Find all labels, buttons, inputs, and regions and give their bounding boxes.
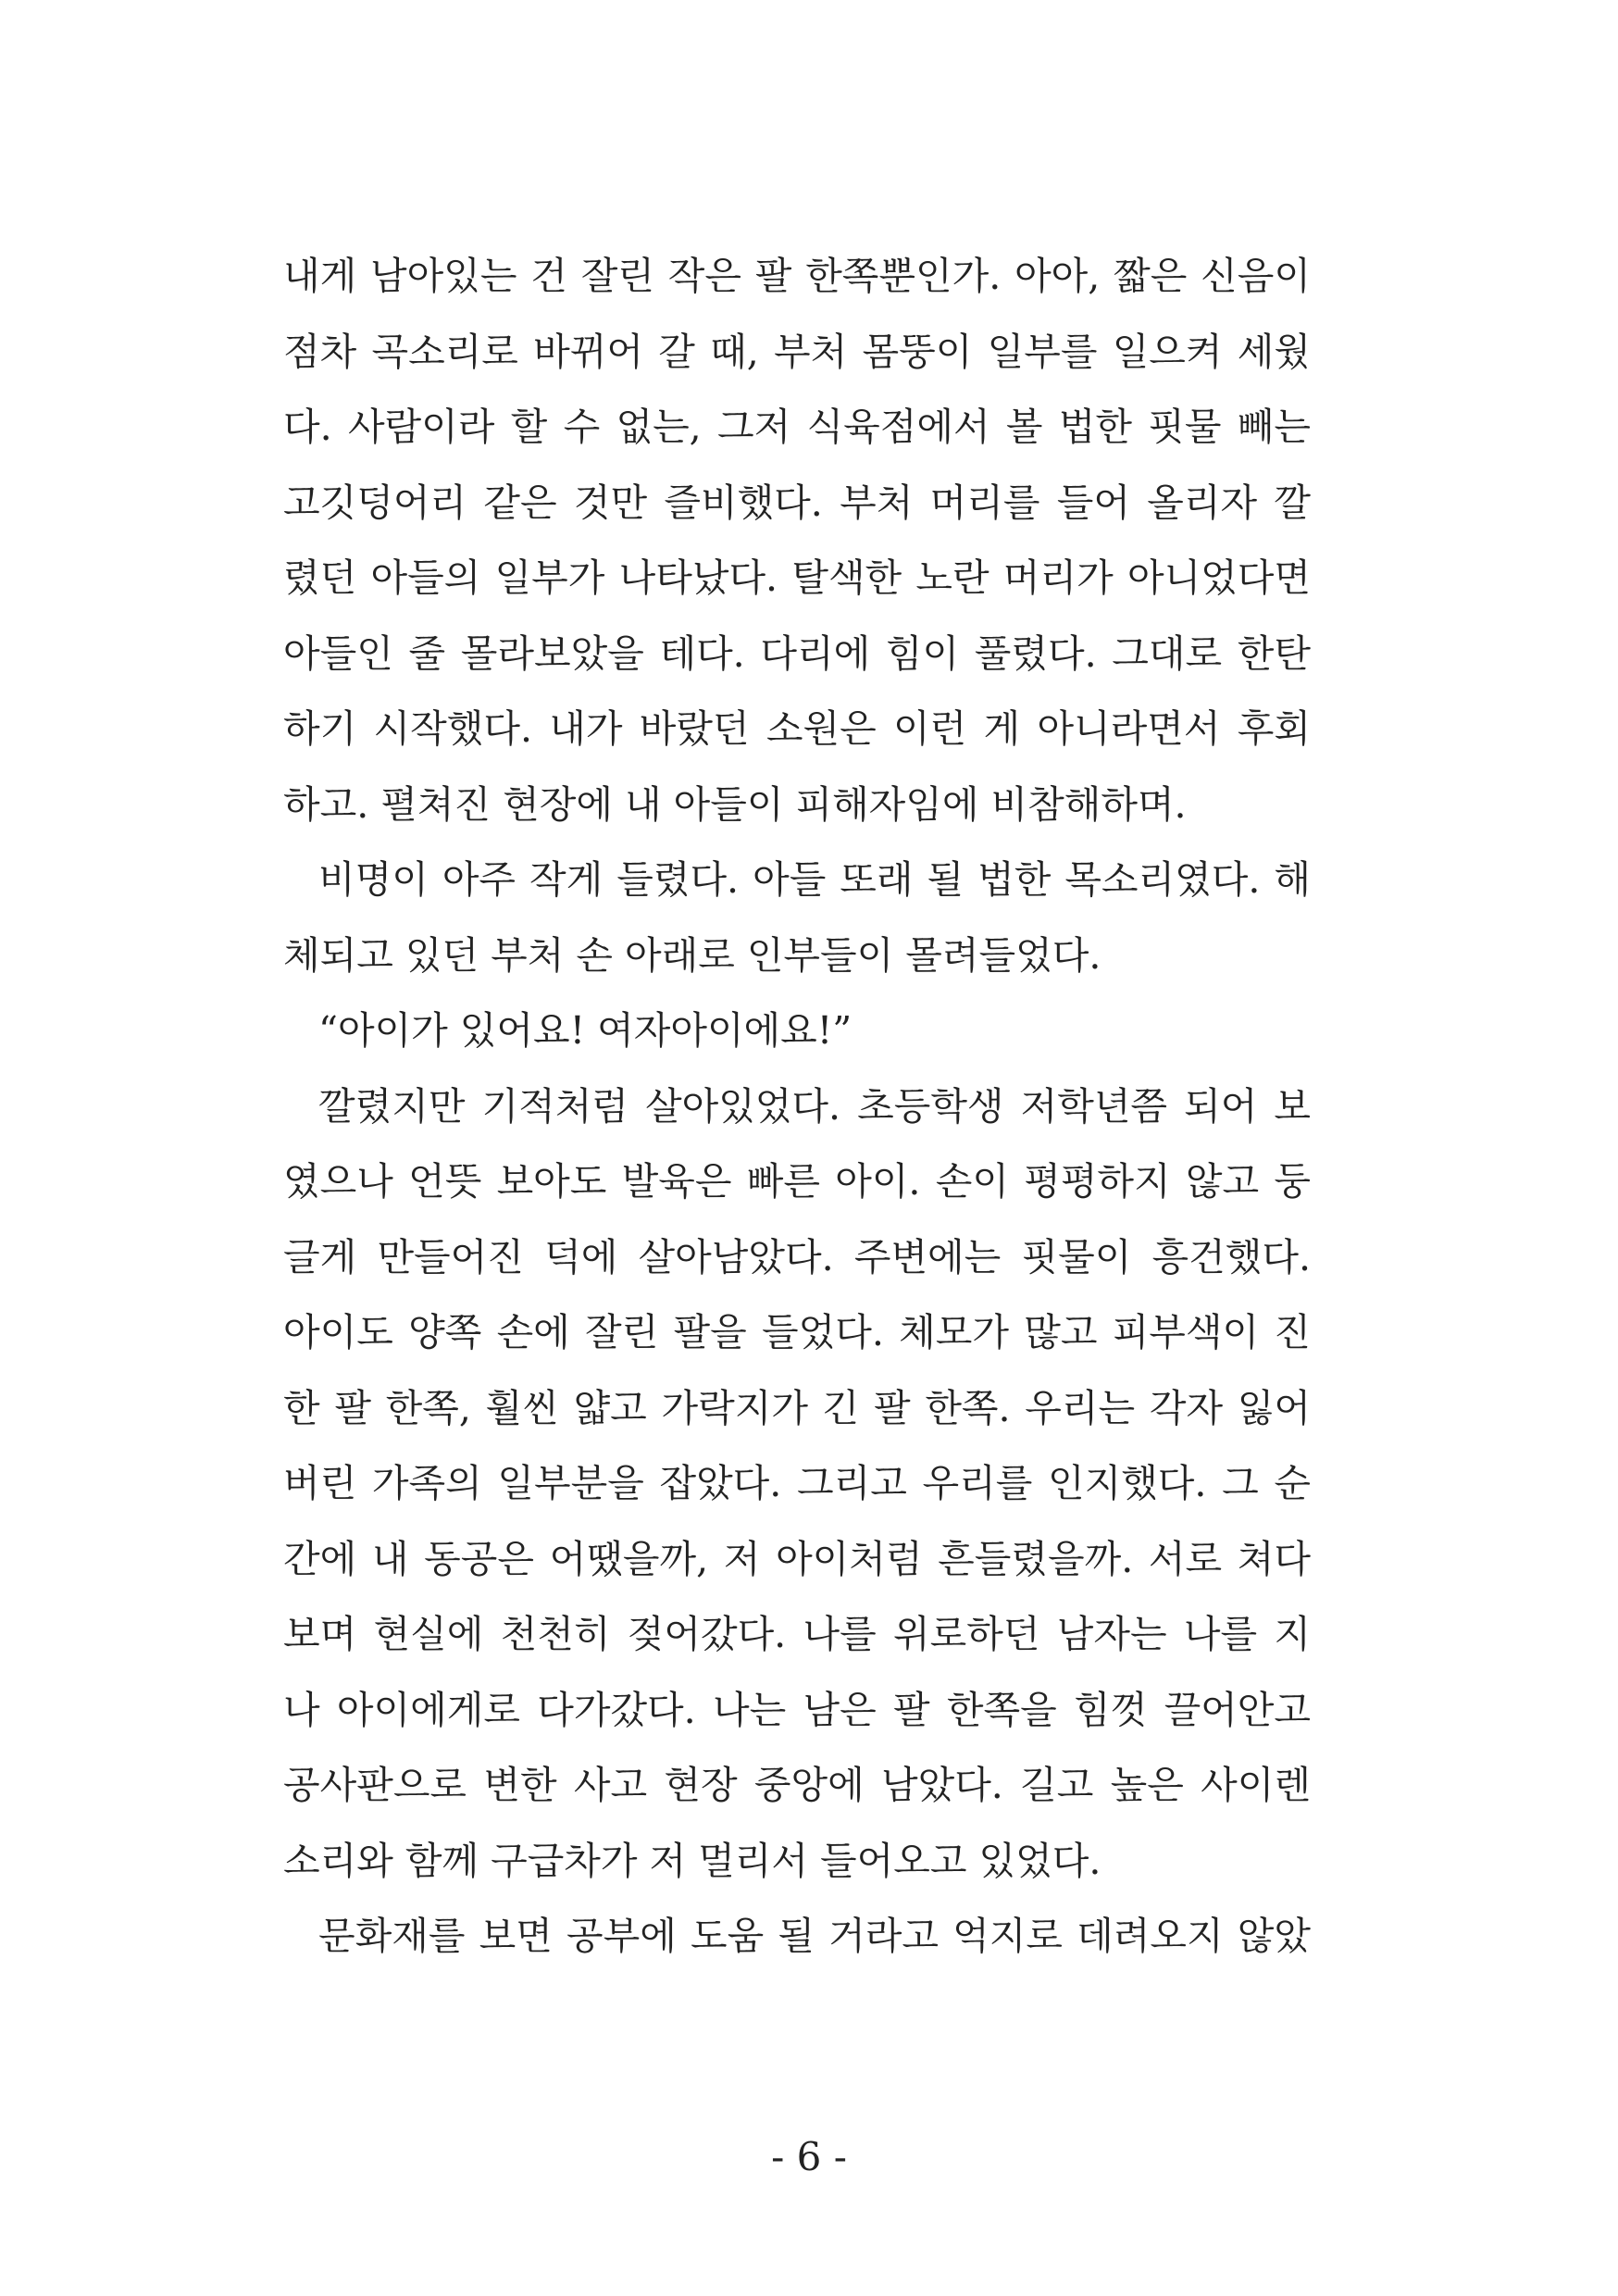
- text-line: 고깃덩어리 같은 것만 즐비했다. 부처 머리를 들어 올리자 깔: [283, 480, 1311, 525]
- page-number: - 6 -: [771, 2134, 847, 2179]
- text-line: 아이도 양쪽 손에 잘린 팔을 들었다. 체모가 많고 피부색이 진: [283, 1310, 1311, 1354]
- text-line: 아들인 줄 몰라보았을 테다. 다리에 힘이 풀렸다. 그대로 한탄: [283, 630, 1311, 676]
- text-line: 보며 현실에 천천히 젖어갔다. 나를 위로하던 남자는 나를 지: [283, 1612, 1311, 1656]
- text-line: 소리와 함께 구급차가 저 멀리서 들어오고 있었다.: [283, 1838, 1101, 1883]
- text-line: “아이가 있어요! 여자아이에요!”: [318, 1008, 853, 1053]
- text-line: 하고. 펼쳐진 현장에 내 아들이 피해자임에 비참해하며.: [283, 781, 1187, 827]
- body-text: [283, 239, 1311, 1975]
- text-line: 렸던 아들의 일부가 나타났다. 탈색한 노란 머리가 아니었다면: [283, 555, 1311, 600]
- text-line: 공사판으로 변한 사고 현장 중앙에 남았다. 길고 높은 사이렌: [283, 1763, 1311, 1807]
- text-line: 버린 가족의 일부분을 잡았다. 그리고 우리를 인지했다. 그 순: [283, 1461, 1311, 1505]
- text-line: 다. 사람이라 할 수 없는, 그저 식육점에서 볼 법한 핏물 빼는: [283, 405, 1311, 449]
- text-line: 체되고 있던 부처 손 아래로 인부들이 몰려들었다.: [283, 932, 1101, 978]
- text-line: 비명이 아주 작게 들렸다. 아들 또래 될 법한 목소리였다. 해: [318, 857, 1311, 902]
- text-line: 깔렸지만 기적처럼 살아있었다. 초등학생 저학년쯤 되어 보: [318, 1083, 1311, 1129]
- text-line: 하기 시작했다. 내가 바랐던 소원은 이런 게 아니라면서 후회: [283, 706, 1311, 751]
- text-line: 글게 만들어진 덕에 살아남았다. 주변에는 핏물이 흥건했다.: [283, 1234, 1311, 1279]
- text-line: 문화재를 보면 공부에 도움 될 거라고 억지로 데려오지 않았: [318, 1914, 1311, 1958]
- text-line: 나 아이에게로 다가갔다. 나는 남은 팔 한쪽을 힘껏 끌어안고: [283, 1687, 1311, 1732]
- text-line: 한 팔 한쪽, 훨씬 얇고 가락지가 긴 팔 한쪽. 우리는 각자 잃어: [283, 1385, 1311, 1430]
- text-line: 점차 곡소리로 바뀌어 갈 때, 부처 몸뚱이 일부를 일으켜 세웠: [283, 329, 1311, 374]
- text-line: 였으나 언뜻 보아도 발육은 빠른 아이. 손이 평평하지 않고 둥: [283, 1159, 1311, 1204]
- text-line: 내게 남아있는 건 잘린 작은 팔 한쪽뿐인가. 아아, 짧은 신음이: [283, 254, 1311, 298]
- text-line: 간에 내 동공은 어땠을까, 저 아이처럼 흔들렸을까. 서로 쳐다: [283, 1536, 1311, 1581]
